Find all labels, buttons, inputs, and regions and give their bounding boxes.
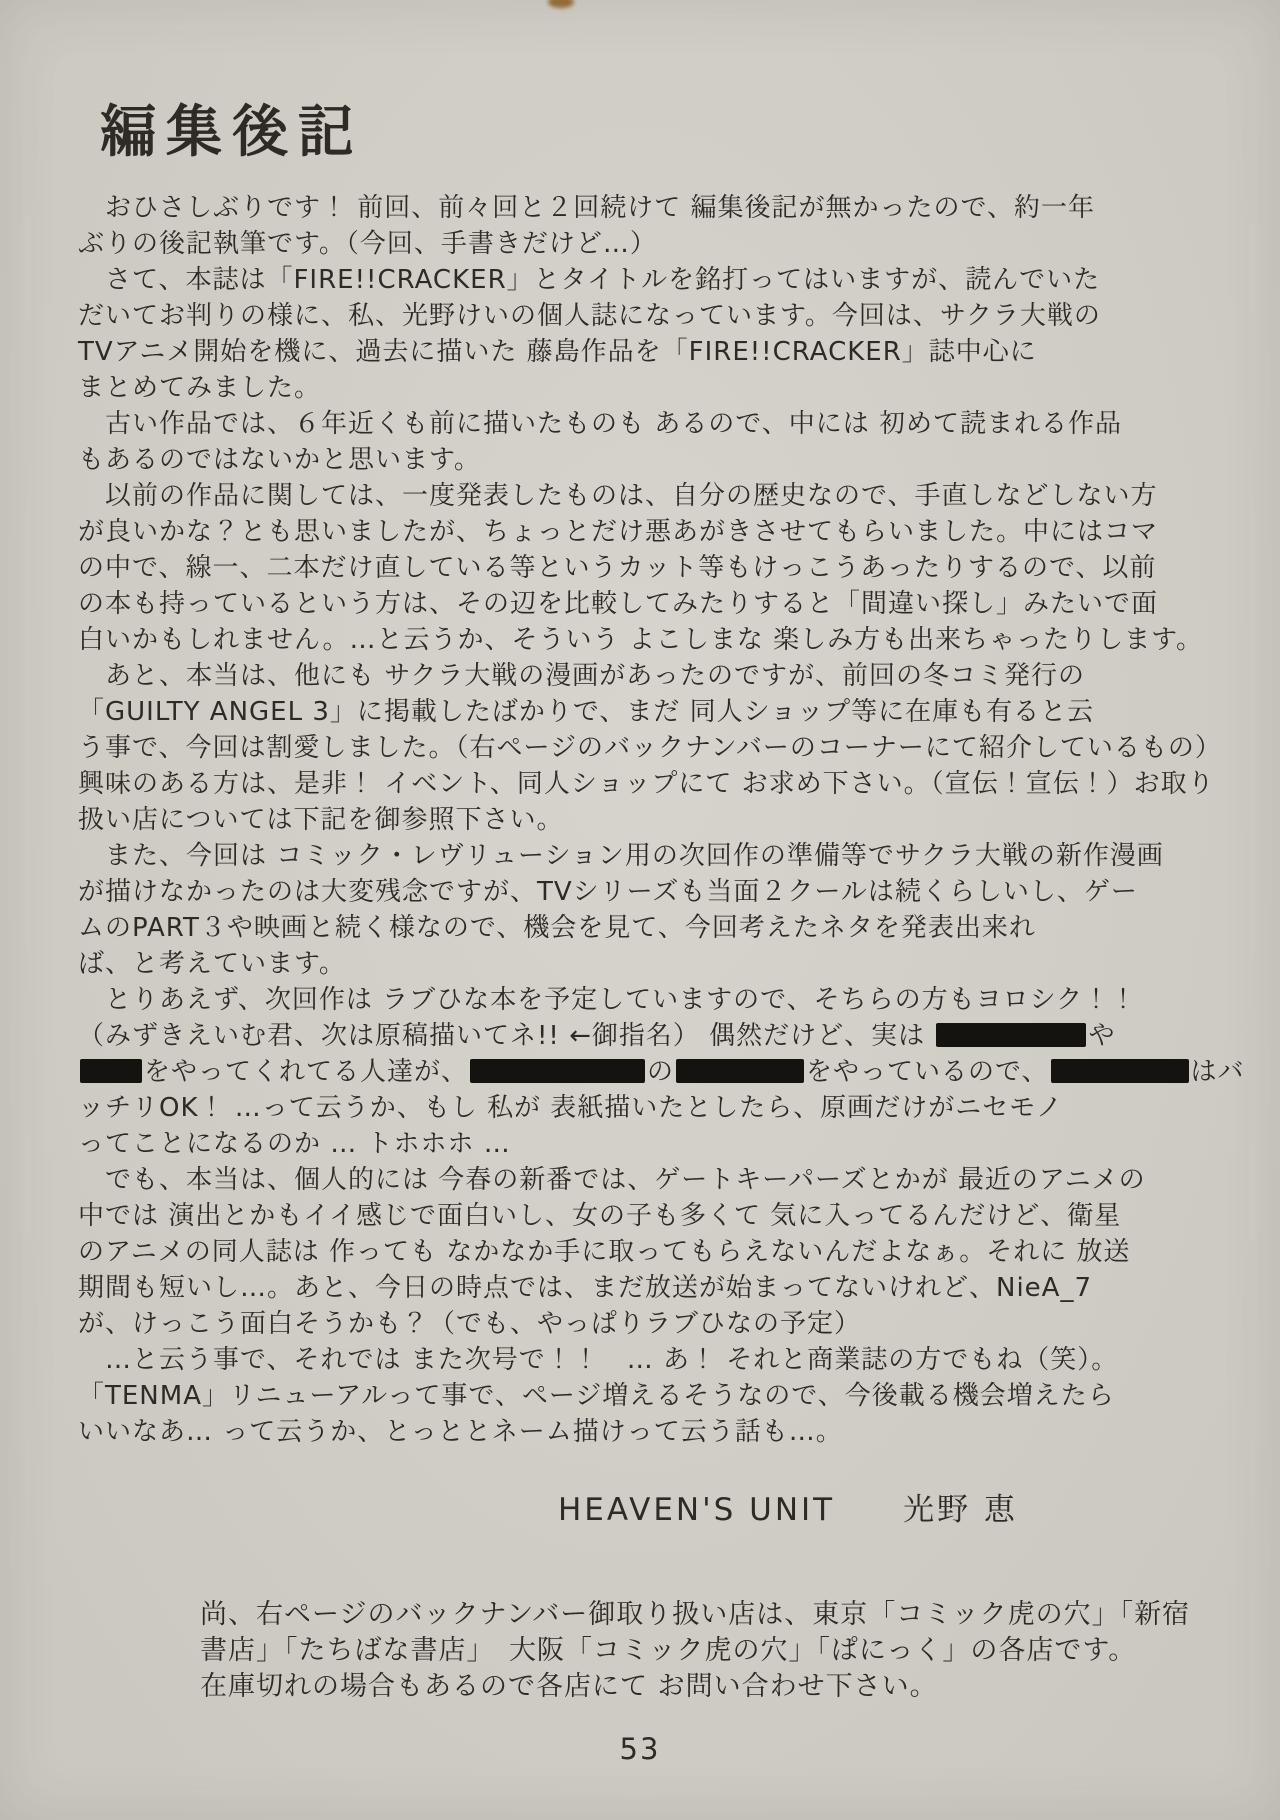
body-line: が描けなかったのは大変残念ですが、TVシリーズも当面２クールは続くらしいし、ゲー bbox=[78, 877, 1138, 907]
body-line: 期間も短いし…。あと、今日の時点では、まだ放送が始まってないけれど、NieA_7 bbox=[78, 1273, 1092, 1303]
page-number: 53 bbox=[619, 1732, 661, 1766]
signature: HEAVEN'S UNIT 光野 恵 bbox=[558, 1492, 1018, 1528]
redaction-bar bbox=[1051, 1059, 1189, 1083]
body-line: おひさしぶりです！ 前回、前々回と２回続けて 編集後記が無かったので、約一年 bbox=[78, 193, 1096, 223]
body-line: だいてお判りの様に、私、光野けいの個人誌になっています。今回は、サクラ大戦の bbox=[78, 301, 1101, 331]
body-line: の中で、線一、二本だけ直している等というカット等もけっこうあったりするので、以前 bbox=[78, 553, 1157, 583]
redaction-bar bbox=[470, 1059, 645, 1083]
body-line: 「GUILTY ANGEL 3」に掲載したばかりで、まだ 同人ショップ等に在庫も有ると云 bbox=[78, 697, 1095, 727]
body-line: をやってくれてる人達が、 の をやっているので、 はバ bbox=[78, 1054, 1226, 1090]
body-line: ッチリOK！ …って云うか、もし 私が 表紙描いたとしたら、原画だけがニセモノ bbox=[78, 1093, 1064, 1123]
page-title: 編集後記 bbox=[100, 100, 364, 165]
footer-line: 尚、右ページのバックナンバー御取り扱い店は、東京「コミック虎の穴」「新宿 bbox=[200, 1599, 1191, 1630]
body-line: さて、本誌は「FIRE!!CRACKER」とタイトルを銘打ってはいますが、読んでいた bbox=[78, 265, 1101, 295]
body-line: でも、本当は、個人的には 今春の新番では、ゲートキーパーズとかが 最近のアニメの bbox=[78, 1165, 1146, 1195]
body-line: TVアニメ開始を機に、過去に描いた 藤島作品を「FIRE!!CRACKER」誌中心に bbox=[78, 337, 1037, 367]
body-line: のアニメの同人誌は 作っても なかなか手に取ってもらえないんだよなぁ。それに 放送 bbox=[78, 1237, 1131, 1267]
body-line: また、今回は コミック・レヴリューション用の次回作の準備等でサクラ大戦の新作漫画 bbox=[78, 841, 1164, 871]
body-line: …と云う事で、それでは また次号で！！ … あ！ それと商業誌の方でもね（笑）。 bbox=[78, 1345, 1119, 1375]
afterword-body bbox=[78, 190, 1245, 1450]
body-line: 古い作品では、６年近くも前に描いたものも あるので、中には 初めて読まれる作品 bbox=[78, 409, 1123, 439]
footer-line: 在庫切れの場合もあるので各店にて お問い合わせ下さい。 bbox=[200, 1671, 938, 1702]
body-line: ムのPART３や映画と続く様なので、機会を見て、今回考えたネタを発表出来れ bbox=[78, 913, 1036, 943]
redaction-bar bbox=[80, 1059, 142, 1083]
body-line: ぶりの後記執筆です。（今回、手書きだけど…） bbox=[78, 229, 657, 259]
body-line: 白いかもしれません。…と云うか、そういう よこしまな 楽しみ方も出来ちゃったりします。 bbox=[78, 625, 1204, 655]
redaction-bar bbox=[936, 1023, 1086, 1047]
body-line: （みずきえいむ君、次は原稿描いてネ!! ←御指名） 偶然だけど、実は や bbox=[78, 1021, 1116, 1051]
body-line: が良いかな？とも思いましたが、ちょっとだけ悪あがきさせてもらいました。中にはコマ bbox=[78, 517, 1159, 547]
footer-note bbox=[200, 1594, 1191, 1702]
redaction-bar bbox=[676, 1059, 804, 1083]
body-line: いいなあ… って云うか、とっととネーム描けって云う話も…。 bbox=[78, 1417, 843, 1447]
body-line: が、けっこう面白そうかも？（でも、やっぱりラブひなの予定） bbox=[78, 1309, 862, 1339]
body-line: 中では 演出とかもイイ感じで面白いし、女の子も多くて 気に入ってるんだけど、衛星 bbox=[78, 1201, 1122, 1231]
body-line: あと、本当は、他にも サクラ大戦の漫画があったのですが、前回の冬コミ発行の bbox=[78, 661, 1085, 691]
body-line: 興味のある方は、是非！ イベント、同人ショップにて お求め下さい。（宣伝！宣伝！）お取り bbox=[78, 769, 1215, 799]
body-line: の本も持っているという方は、その辺を比較してみたりすると「間違い探し」みたいで面 bbox=[78, 589, 1159, 619]
footer-line: 書店」「たちばな書店」 大阪「コミック虎の穴」「ぱにっく」の各店です。 bbox=[200, 1635, 1137, 1666]
scan-stain bbox=[548, 0, 574, 8]
body-line: う事で、今回は割愛しました。（右ページのバックナンバーのコーナーにて紹介しているもの） bbox=[78, 733, 1222, 763]
body-line: 「TENMA」リニューアルって事で、ページ増えるそうなので、今後載る機会増えたら bbox=[78, 1381, 1115, 1411]
body-line: ってことになるのか … トホホホ … bbox=[78, 1129, 511, 1159]
body-line: まとめてみました。 bbox=[78, 373, 322, 403]
body-line: 扱い店については下記を御参照下さい。 bbox=[78, 805, 564, 835]
body-line: もあるのではないかと思います。 bbox=[78, 445, 481, 475]
body-line: とりあえず、次回作は ラブひな本を予定していますので、そちらの方もヨロシク！！ bbox=[78, 985, 1138, 1015]
body-line: 以前の作品に関しては、一度発表したものは、自分の歴史なので、手直しなどしない方 bbox=[78, 481, 1158, 511]
body-line: ば、と考えています。 bbox=[78, 949, 346, 979]
